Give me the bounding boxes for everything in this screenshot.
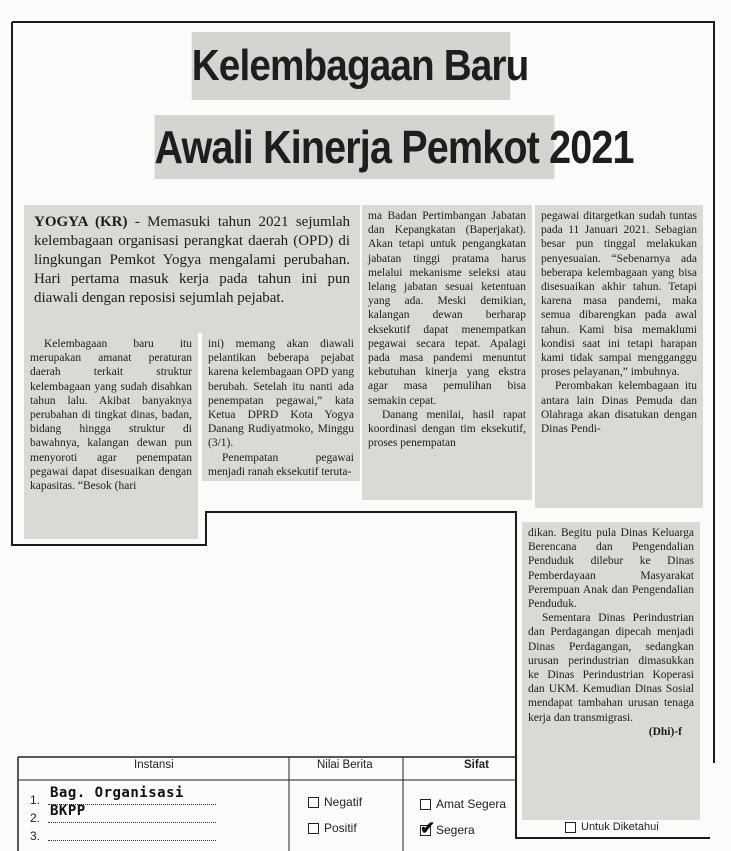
column-4-paragraph-1: pegawai ditargetkan sudah tuntas pada 11 Januari 2021. Sebagian besar pun tinggal melakukan penyesuaian. “Sebenarnya ada beberapa kelembagaan yang bisa disesuaikan akhir tahun. Tetapi karena masa pandemi, maka semua dibarengkan pada awal tahun. Kami bisa memaklumi kondisi saat ini tetapi harapan kami tidak sampai mengganggu proses pelayanan,” imbuhnya. [541, 210, 697, 379]
positif-checkbox[interactable] [308, 823, 319, 834]
nilai-negatif-option[interactable] [308, 795, 362, 809]
segera-checkbox[interactable] [420, 817, 436, 838]
untuk-diketahui-label: Untuk Diketahui [581, 821, 659, 833]
check-mark-icon: ✔ [420, 817, 436, 838]
dateline: YOGYA (KR) [34, 214, 128, 230]
column-5-paragraph-1: dikan. Begitu pula Dinas Keluarga Berencana dan Pengendalian Penduduk dilebur ke Dinas Pemberdayaan Masyarakat Perempuan Anak dan Pengendalian Penduduk. [528, 527, 694, 611]
amat-segera-checkbox[interactable] [420, 799, 431, 810]
lead-text: - Memasuki tahun 2021 sejumlah kelembagaan organisasi perangkat daerah (OPD) di lingkungan Pemkot Yogya mengalami perubahan. Hari pertama masuk kerja pada tahun ini pun diawali dengan reposisi sejumlah pejabat. [34, 214, 350, 306]
nilai-positif-option[interactable] [308, 821, 357, 835]
column-5-paragraph-2: Sementara Dinas Perindustrian dan Perdagangan dipecah menjadi Dinas Perdagangan, sedangkan urusan perindustrian dimasukkan ke Dinas Perindustrian Koperasi dan UKM. Kemudian Dinas Sosial mendapat tambahan urusan tenaga kerja dan transmigrasi. [528, 612, 694, 724]
author-signature: (Dhi)-f [648, 725, 682, 738]
amat-segera-label: Amat Segera [436, 797, 507, 811]
instansi-row-2-num: 2. [30, 811, 41, 825]
header-sifat: Sifat [464, 759, 489, 771]
column-4-paragraph-2: Perombakan kelembagaan itu antara lain Dinas Pemuda dan Olahraga akan disatukan dengan Dinas Pendi- [541, 380, 697, 436]
instansi-row-2-value: BKPP [50, 803, 86, 819]
segera-label: Segera [436, 823, 475, 837]
negatif-label: Negatif [324, 795, 363, 809]
instansi-row-3-line[interactable] [48, 828, 216, 841]
sifat-untuk-diketahui-option[interactable] [565, 821, 659, 833]
article-column-2 [202, 333, 360, 481]
article-column-4 [535, 205, 703, 508]
lead-paragraph [24, 205, 360, 333]
header-instansi: Instansi [134, 759, 174, 771]
column-2-paragraph-1: ini) memang akan diawali pelantikan beberapa pejabat karena kelembagaan OPD yang berubah. Setelah itu nanti ada penempatan pegawai,” kata Ketua DPRD Kota Yogya Danang Rudiyatmoko, Minggu (3/1). [208, 338, 354, 450]
article-column-3 [362, 205, 532, 500]
sifat-amat-segera-option[interactable] [420, 797, 506, 811]
headline-line-2: Awali Kinerja Pemkot 2021 [155, 115, 555, 179]
instansi-row-3-num: 3. [30, 829, 41, 843]
header-nilai-berita: Nilai Berita [317, 759, 373, 771]
negatif-checkbox[interactable] [308, 797, 319, 808]
sifat-segera-option[interactable] [420, 817, 475, 838]
untuk-diketahui-checkbox[interactable] [565, 822, 576, 833]
clipping-form [18, 755, 708, 851]
article-column-1 [24, 333, 198, 539]
column-3-paragraph-2: Danang menilai, hasil rapat koordinasi dengan tim eksekutif, proses penempatan [368, 408, 526, 450]
headline-line-1: Kelembagaan Baru [192, 32, 511, 100]
column-3-paragraph-1: ma Badan Pertimbangan Jabatan dan Kepangkatan (Baperjakat). Akan tetapi untuk pengangkatan jabatan tinggi pratama harus melalui mekanisme seleksi atau lelang jabatan sesuai ketentuan yang ada. Meski demikian, kalangan dewan berharap eksekutif dapat menempatkan pegawai secara tepat. Apalagi pada masa pandemi menuntut kebutuhan kinerja yang ekstra agar masa pemulihan bisa semakin cepat. [368, 210, 526, 407]
instansi-row-1-value: Bag. Organisasi [50, 785, 184, 801]
instansi-row-1-num: 1. [30, 793, 41, 807]
column-1-text: Kelembagaan baru itu merupakan amanat peraturan daerah terkait struktur kelembagaan yang sudah disahkan tahun lalu. Akibat banyaknya perubahan di tingkat dinas, badan, bidang hingga struktur di bawahnya, kalangan dewan pun menyoroti agar penempatan pegawai dapat disesuaikan dengan kapasitas. “Besok (hari [30, 338, 192, 493]
positif-label: Positif [324, 821, 357, 835]
column-2-paragraph-2: Penempatan pegawai menjadi ranah eksekutif teruta- [208, 451, 354, 478]
